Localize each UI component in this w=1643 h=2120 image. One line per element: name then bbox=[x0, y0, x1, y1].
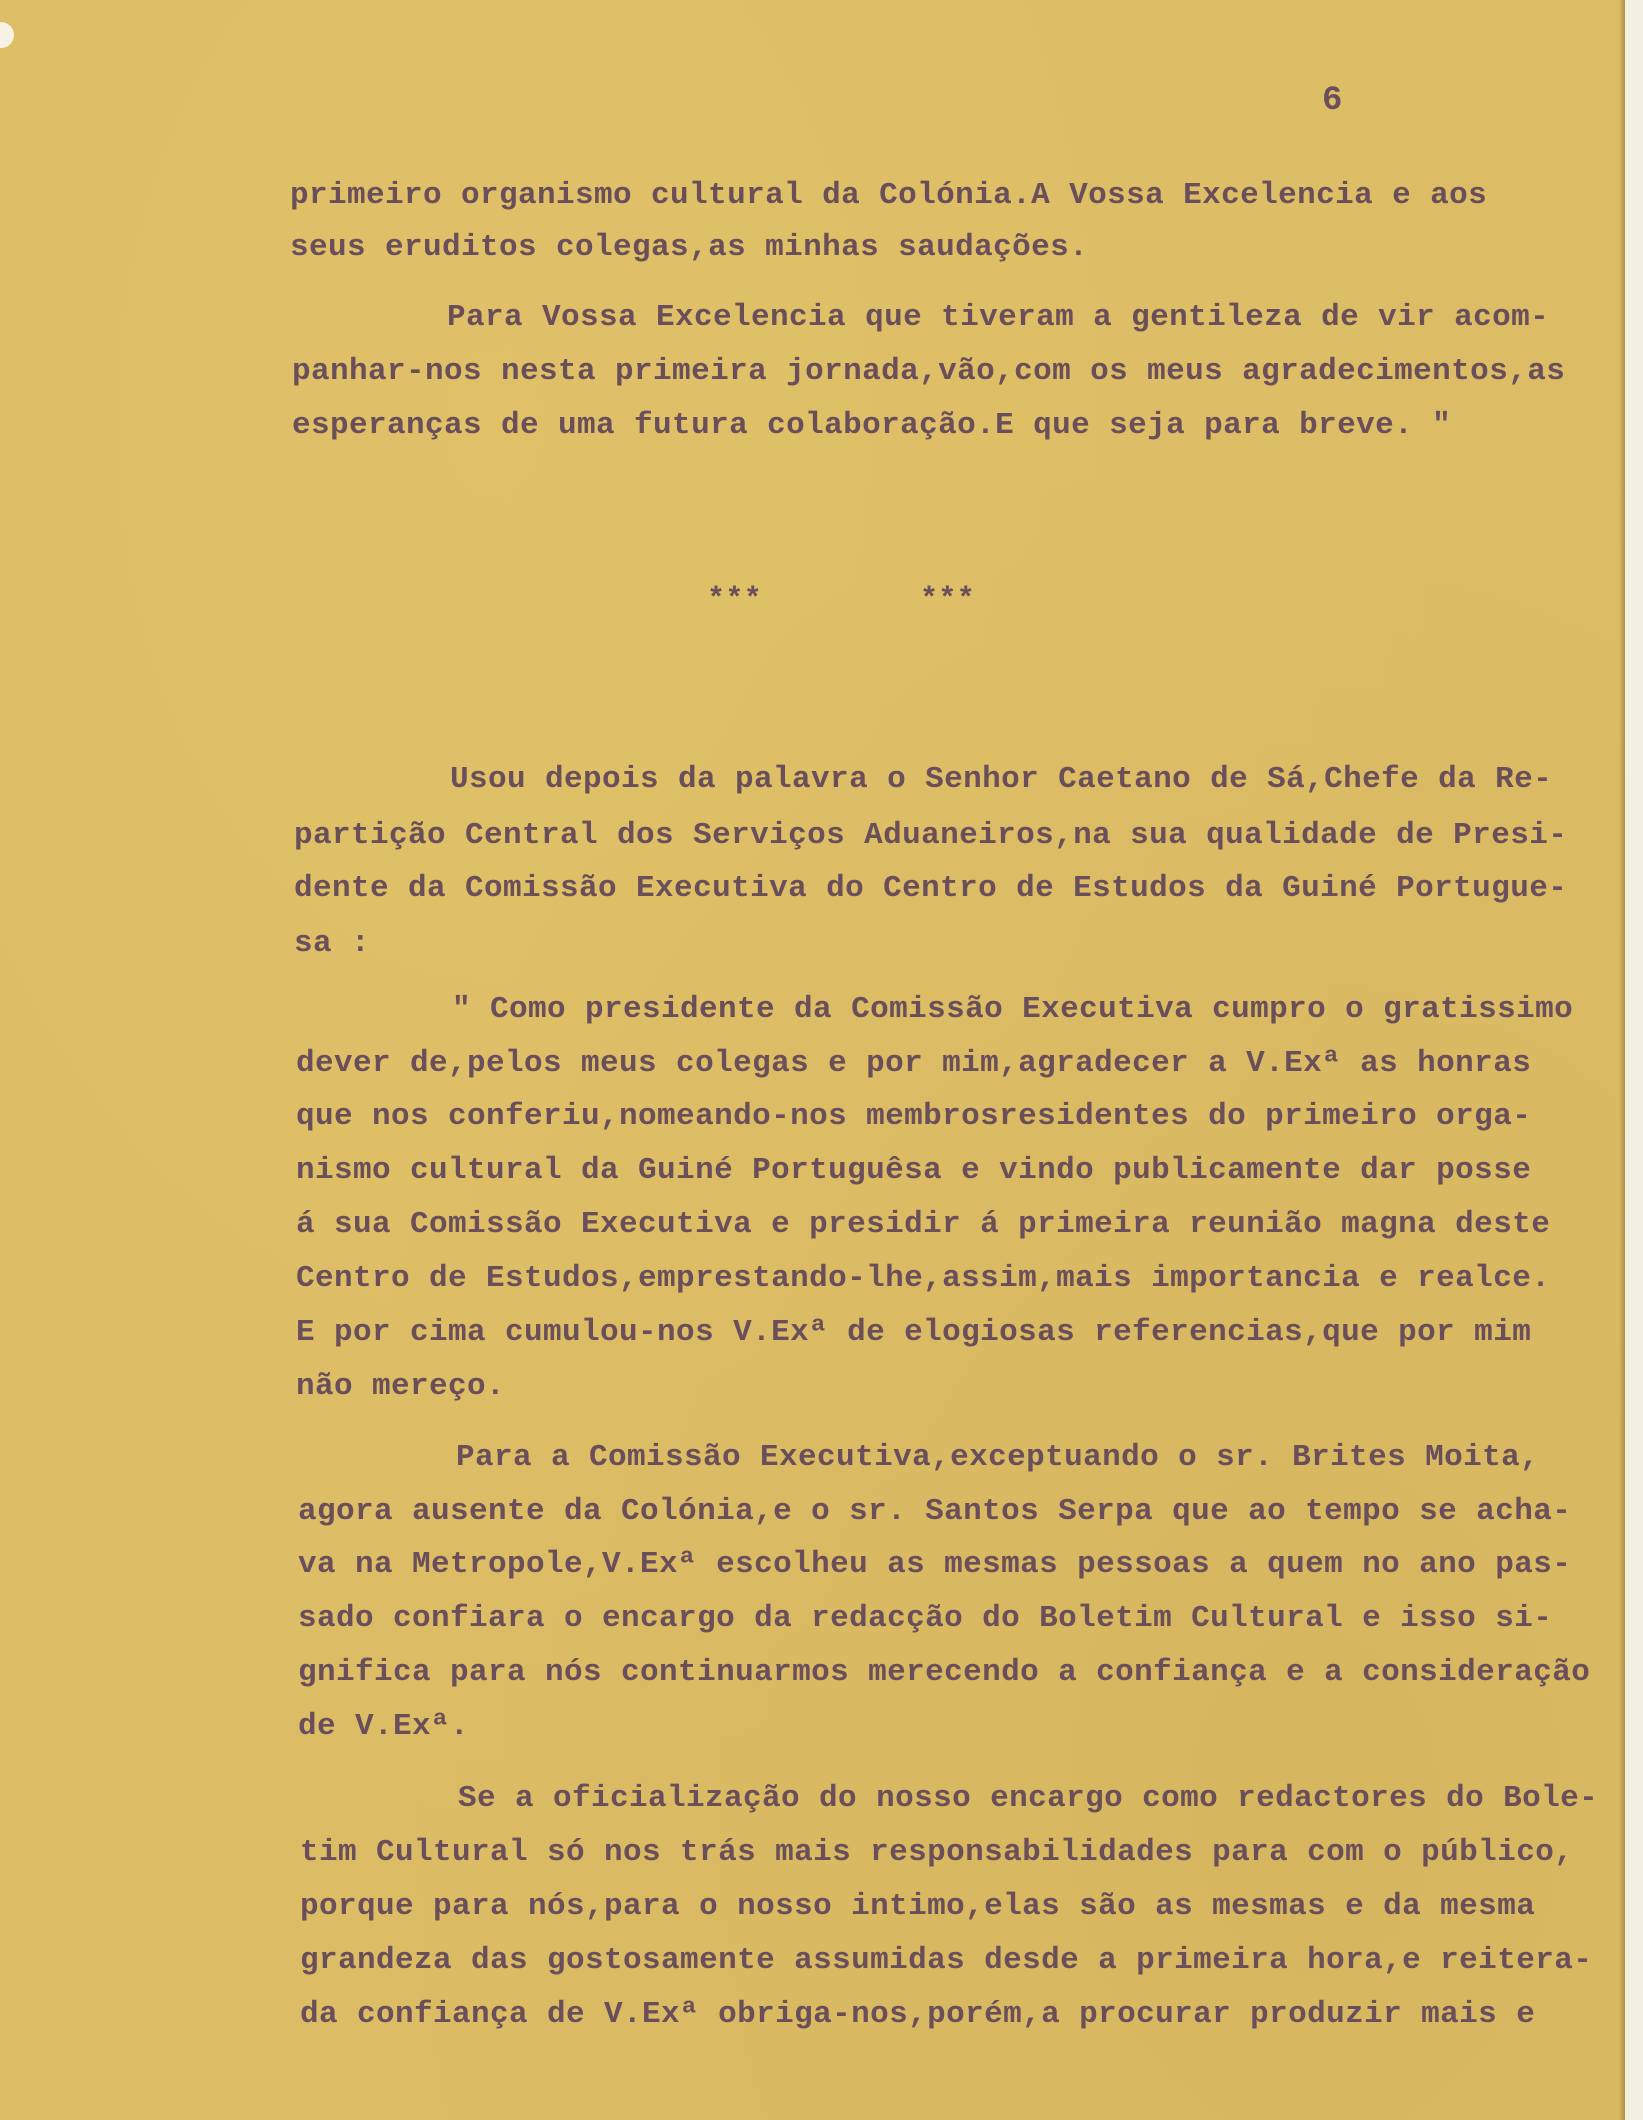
text-line: Usou depois da palavra o Senhor Caetano de Sá,Chefe da Re- bbox=[450, 762, 1553, 797]
text-line: dever de,pelos meus colegas e por mim,agradecer a V.Exª as honras bbox=[296, 1046, 1532, 1081]
text-line: da confiança de V.Exª obriga-nos,porém,a procurar produzir mais e bbox=[300, 1997, 1536, 2032]
text-line: não mereço. bbox=[296, 1369, 506, 1404]
text-line: Centro de Estudos,emprestando-lhe,assim,mais importancia e realce. bbox=[296, 1261, 1551, 1296]
text-line: de V.Exª. bbox=[298, 1709, 470, 1744]
page-edge bbox=[1625, 0, 1643, 2120]
text-line: " Como presidente da Comissão Executiva cumpro o gratissimo bbox=[452, 992, 1574, 1027]
text-line: seus eruditos colegas,as minhas saudações. bbox=[290, 230, 1089, 265]
text-line: porque para nós,para o nosso intimo,elas são as mesmas e da mesma bbox=[300, 1889, 1536, 1924]
text-line: esperanças de uma futura colaboração.E que seja para breve. " bbox=[292, 408, 1452, 443]
punch-hole bbox=[0, 22, 14, 48]
text-line: sado confiara o encargo da redacção do Boletim Cultural e isso si- bbox=[298, 1601, 1553, 1636]
text-line: va na Metropole,V.Exª escolheu as mesmas pessoas a quem no ano pas- bbox=[298, 1547, 1572, 1582]
text-line: á sua Comissão Executiva e presidir á primeira reunião magna deste bbox=[296, 1207, 1551, 1242]
text-line: panhar-nos nesta primeira jornada,vão,com os meus agradecimentos,as bbox=[292, 354, 1566, 389]
text-line: dente da Comissão Executiva do Centro de Estudos da Guiné Portugue- bbox=[294, 871, 1568, 906]
text-line: Para a Comissão Executiva,exceptuando o sr. Brites Moita, bbox=[456, 1440, 1540, 1475]
page-number: 6 bbox=[1322, 82, 1343, 120]
text-line: grandeza das gostosamente assumidas desde a primeira hora,e reitera- bbox=[300, 1943, 1593, 1978]
text-line: gnifica para nós continuarmos merecendo a confiança e a consideração bbox=[298, 1655, 1591, 1690]
separator-stars-left: *** bbox=[707, 583, 763, 617]
text-line: agora ausente da Colónia,e o sr. Santos Serpa que ao tempo se acha- bbox=[298, 1494, 1572, 1529]
text-line: sa : bbox=[294, 926, 371, 961]
text-line: partição Central dos Serviços Aduaneiros,na sua qualidade de Presi- bbox=[294, 818, 1568, 853]
text-line: E por cima cumulou-nos V.Exª de elogiosas referencias,que por mim bbox=[296, 1315, 1532, 1350]
text-line: Para Vossa Excelencia que tiveram a gentileza de vir acom- bbox=[447, 300, 1550, 335]
text-line: que nos conferiu,nomeando-nos membrosresidentes do primeiro orga- bbox=[296, 1099, 1532, 1134]
separator-stars-right: *** bbox=[920, 583, 976, 617]
text-line: tim Cultural só nos trás mais responsabilidades para com o público, bbox=[300, 1835, 1574, 1870]
text-line: primeiro organismo cultural da Colónia.A Vossa Excelencia e aos bbox=[290, 178, 1488, 213]
text-line: Se a oficialização do nosso encargo como redactores do Bole- bbox=[458, 1781, 1599, 1816]
text-line: nismo cultural da Guiné Portuguêsa e vindo publicamente dar posse bbox=[296, 1153, 1532, 1188]
